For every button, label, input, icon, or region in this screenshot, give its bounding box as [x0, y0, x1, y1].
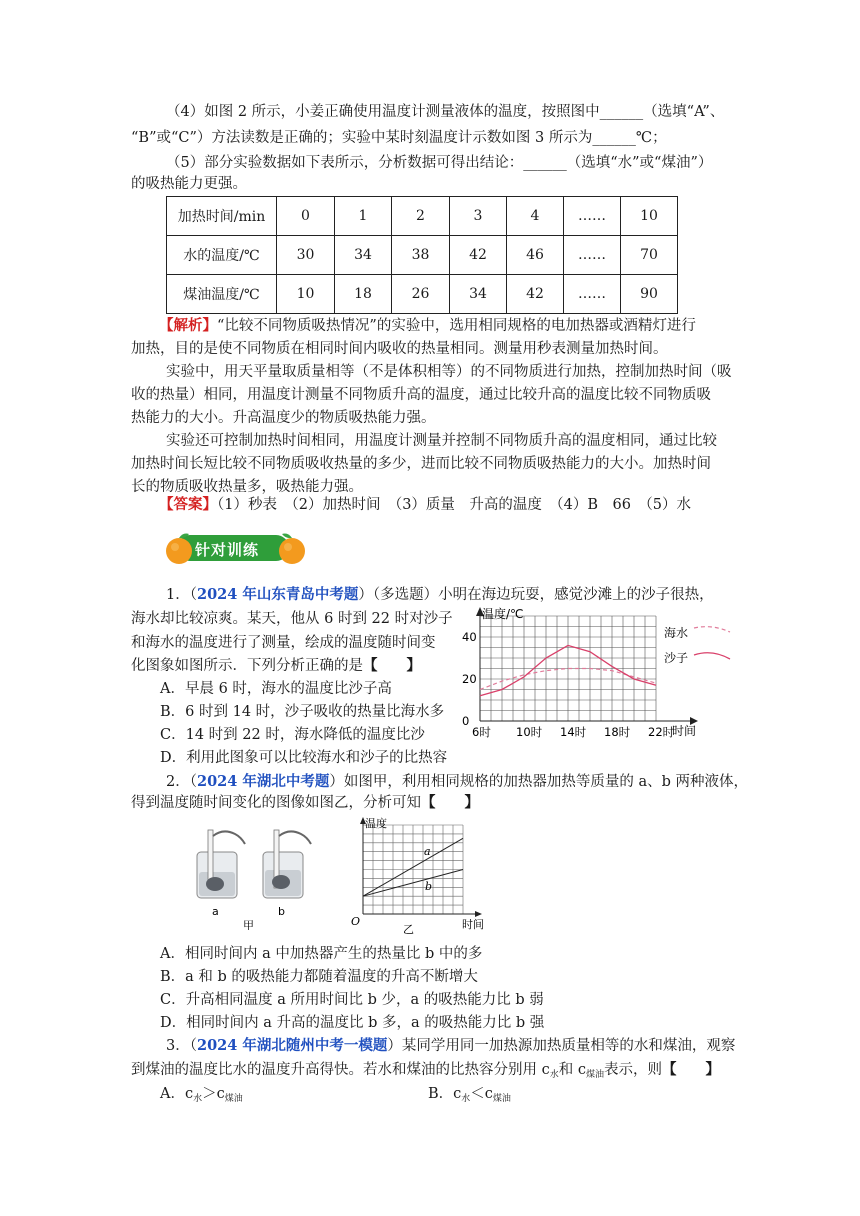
subscript-kerosene: 煤油: [585, 1070, 604, 1080]
series-b-label: b: [425, 880, 433, 893]
q1-line-2: 海水却比较凉爽。某天，他从 6 时到 22 时对沙子: [131, 611, 453, 627]
orange-left-icon: [163, 530, 197, 566]
banner-text: 针对训练: [195, 541, 260, 559]
legend-label-sand: 沙子: [664, 651, 689, 665]
figure-yi-caption: 乙: [403, 923, 414, 935]
subscript-water: 水: [549, 1070, 559, 1080]
series-a-label: a: [424, 845, 431, 858]
q3-option-a: [160, 1084, 243, 1109]
table-cell: 34: [335, 236, 392, 275]
analysis-line-7: 加热时间长短比较不同物质吸收热量的多少，进而比较不同物质吸热能力的大小。加热时间: [131, 456, 711, 472]
y-tick-label: 20: [462, 672, 477, 686]
q5-line-1: （5）部分实验数据如下表所示，分析数据可得出结论：______（选填“水”或“煤油”）: [166, 155, 713, 171]
q3-line-2: [131, 1060, 720, 1085]
q1-option-d: D．利用此图象可以比较海水和沙子的比热容: [160, 750, 448, 766]
table-cell: 煤油温度/℃: [167, 275, 277, 314]
q2-option-b: B．a 和 b 的吸热能力都随着温度的升高不断增大: [160, 969, 478, 985]
q1-text: ）（多选题）小明在海边玩耍，感觉沙滩上的沙子很热，: [358, 587, 714, 603]
analysis-line-5: 热能力的大小。升高温度少的物质吸热能力强。: [131, 410, 436, 426]
figure-jia-beakers: [185, 822, 335, 930]
table-cell: 水的温度/℃: [167, 236, 277, 275]
table-cell: 42: [450, 236, 507, 275]
q1-line-1: [166, 585, 714, 605]
q3-line-1: [166, 1036, 735, 1056]
analysis-line-6: 实验还可控制加热时间相同，用温度计测量并控制不同物质升高的温度相同，通过比较: [166, 433, 717, 449]
q3-source: 2024 年湖北随州中考一模题: [196, 1037, 388, 1054]
beaker-a-label: a: [212, 905, 219, 918]
q2-text: ）如图甲，利用相同规格的加热器加热等质量的 a、b 两种液体，: [329, 774, 749, 790]
table-cell: 34: [450, 275, 507, 314]
q3-option-b: [428, 1084, 511, 1109]
analysis-line-1: [159, 316, 696, 336]
q4-line-2: “B”或“C”）方法读数是正确的；实验中某时刻温度计示数如图 3 所示为______℃；: [131, 130, 667, 146]
y-tick-label: 40: [462, 630, 477, 644]
table-cell: 30: [277, 236, 335, 275]
q1-text: 化图象如图所示．下列分析正确的是: [131, 658, 363, 674]
answer-bracket: 【 】: [363, 657, 421, 674]
q2-source: 2024 年湖北中考题: [196, 773, 330, 790]
section-banner: [163, 526, 309, 570]
chart-1-temperature: [450, 604, 740, 744]
table-cell: 10: [621, 197, 678, 236]
subscript-water: 水: [461, 1094, 471, 1104]
answer-bracket: 【 】: [662, 1061, 720, 1078]
chart-2-temperature: [345, 815, 495, 935]
x-tick-label: 14时: [560, 725, 587, 739]
table-cell: ……: [564, 236, 621, 275]
y-tick-label: 0: [462, 714, 470, 728]
data-table: [166, 196, 678, 314]
q1-option-b: B．6 时到 14 时，沙子吸收的热量比海水多: [160, 704, 445, 720]
beaker-b: [263, 830, 311, 898]
q1-option-a: A．早晨 6 时，海水的温度比沙子高: [160, 681, 392, 697]
table-cell: 4: [507, 197, 564, 236]
table-cell: 70: [621, 236, 678, 275]
q3-text: 到煤油的温度比水的温度升高得快。若水和煤油的比热容分别用 c: [131, 1062, 550, 1078]
beaker-a: [197, 830, 245, 898]
q1-option-c: C．14 时到 22 时，海水降低的温度比沙: [160, 727, 425, 743]
q5-line-2: 的吸热能力更强。: [131, 176, 247, 192]
beaker-b-label: b: [278, 905, 285, 918]
table-cell: 加热时间/min: [167, 197, 277, 236]
q1-source: 2024 年山东青岛中考题: [196, 586, 359, 603]
table-cell: 1: [335, 197, 392, 236]
table-row: [167, 236, 678, 275]
subscript-kerosene: 煤油: [492, 1094, 511, 1104]
table-cell: 2: [392, 197, 450, 236]
q2-number: 2．（: [166, 774, 197, 790]
origin-label: O: [351, 915, 361, 928]
legend-swatch-sea: [694, 627, 730, 632]
x-axis-label: 时间: [462, 918, 484, 931]
subscript-water: 水: [193, 1094, 203, 1104]
x-tick-label: 22时: [648, 725, 675, 739]
q3-number: 3．（: [166, 1038, 197, 1054]
x-axis-arrow: [475, 911, 482, 917]
legend-swatch-sand: [694, 653, 730, 659]
q1-line-4: [131, 656, 421, 676]
table-cell: 38: [392, 236, 450, 275]
table-row: [167, 197, 678, 236]
q2-text: 得到温度随时间变化的图像如图乙，分析可知: [131, 795, 421, 811]
subscript-kerosene: 煤油: [224, 1094, 243, 1104]
analysis-line-8: 长的物质吸收热量多，吸热能力强。: [131, 479, 363, 495]
chart-2-grid: [363, 825, 463, 914]
analysis-line-4: 收的热量）相同，用温度计测量不同物质升高的温度，通过比较升高的温度比较不同物质吸: [131, 387, 711, 403]
table-cell: 26: [392, 275, 450, 314]
analysis-text: “比较不同物质吸热情况”的实验中，选用相同规格的电加热器或酒精灯进行: [217, 318, 696, 334]
x-axis-label: 时间: [672, 724, 697, 738]
x-tick-label: 10时: [516, 725, 543, 739]
x-tick-label: 6时: [472, 725, 491, 739]
option-text: ＞c: [202, 1086, 225, 1102]
figure-jia-caption: 甲: [243, 919, 254, 930]
option-text: B．c: [428, 1086, 462, 1102]
table-cell: 42: [507, 275, 564, 314]
table-cell: 0: [277, 197, 335, 236]
q2-option-a: A．相同时间内 a 中加热器产生的热量比 b 中的多: [160, 946, 483, 962]
q2-line-2: [131, 793, 479, 813]
chart-1-grid: [480, 616, 656, 721]
table-cell: ……: [564, 197, 621, 236]
answer-bracket: 【 】: [421, 794, 479, 811]
legend-label-sea: 海水: [664, 626, 689, 640]
table-cell: 18: [335, 275, 392, 314]
answer-tag: 【答案】: [159, 496, 217, 513]
q2-line-1: [166, 772, 748, 792]
q2-option-c: C．升高相同温度 a 所用时间比 b 少，a 的吸热能力比 b 弱: [160, 992, 544, 1008]
table-cell: 10: [277, 275, 335, 314]
analysis-tag: 【解析】: [159, 317, 217, 334]
q2-option-d: D．相同时间内 a 升高的温度比 b 多，a 的吸热能力比 b 强: [160, 1015, 545, 1031]
analysis-line-2: 加热，目的是使不同物质在相同时间内吸收的热量相同。测量用秒表测量加热时间。: [131, 341, 668, 357]
y-axis-label: 温度: [365, 817, 387, 830]
option-text: A．c: [160, 1086, 194, 1102]
q1-line-3: 和海水的温度进行了测量，绘成的温度随时间变: [131, 635, 436, 651]
q4-line-1: （4）如图 2 所示，小姜正确使用温度计测量液体的温度，按照图中______（选填“A”、: [166, 104, 725, 120]
table-cell: 3: [450, 197, 507, 236]
q3-text: 和 c: [558, 1062, 586, 1078]
table-cell: 46: [507, 236, 564, 275]
orange-right-icon: [275, 530, 309, 566]
q3-text: 表示，则: [604, 1062, 662, 1078]
table-cell: ……: [564, 275, 621, 314]
x-tick-label: 18时: [604, 725, 631, 739]
table-row: [167, 275, 678, 314]
y-axis-label: 温度/℃: [482, 607, 524, 621]
analysis-line-3: 实验中，用天平量取质量相等（不是体积相等）的不同物质进行加热，控制加热时间（吸: [166, 364, 732, 380]
table-cell: 90: [621, 275, 678, 314]
answer-text: （1）秒表 （2）加热时间 （3）质量 升高的温度 （4）B 66 （5）水: [217, 497, 691, 513]
q1-number: 1．（: [166, 587, 197, 603]
answer-line: [159, 495, 691, 515]
q3-text: ）某同学用同一加热源加热质量相等的水和煤油，观察: [387, 1038, 736, 1054]
option-text: ＜c: [470, 1086, 493, 1102]
